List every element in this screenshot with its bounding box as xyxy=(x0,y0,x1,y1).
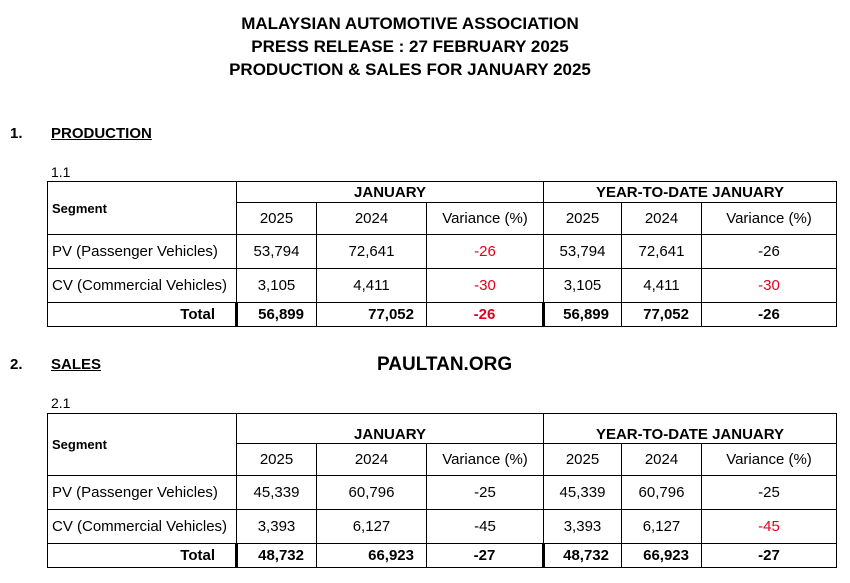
section-title-sales: SALES xyxy=(51,356,102,373)
total-label: Total xyxy=(48,544,237,568)
total-variance: -27 xyxy=(702,544,837,568)
cell-variance: -45 xyxy=(427,510,544,544)
total-value: 56,899 xyxy=(237,303,317,327)
row-segment: CV (Commercial Vehicles) xyxy=(48,510,237,544)
cell-variance: -25 xyxy=(427,476,544,510)
col-header-2024: 2024 xyxy=(317,203,427,235)
table-row xyxy=(48,476,837,510)
cell-variance: -25 xyxy=(702,476,837,510)
cell-value: 45,339 xyxy=(237,476,317,510)
cell-value: 3,105 xyxy=(237,269,317,303)
col-header-ytd-2025: 2025 xyxy=(544,444,622,476)
col-header-ytd-variance: Variance (%) xyxy=(702,444,837,476)
subsection-label-sales: 2.1 xyxy=(51,395,71,411)
table-group-header-row xyxy=(48,182,837,203)
cell-variance: -30 xyxy=(427,269,544,303)
table-total-row xyxy=(48,544,837,568)
row-segment: PV (Passenger Vehicles) xyxy=(48,476,237,510)
table-row xyxy=(48,235,837,269)
cell-value: 53,794 xyxy=(237,235,317,269)
col-header-ytd-2024: 2024 xyxy=(622,203,702,235)
group-header-january: JANUARY xyxy=(237,182,544,203)
row-segment: PV (Passenger Vehicles) xyxy=(48,235,237,269)
document-header xyxy=(0,12,850,81)
section-number-sales: 2. xyxy=(10,356,23,373)
cell-value: 3,393 xyxy=(237,510,317,544)
cell-variance: -26 xyxy=(702,235,837,269)
section-title-production: PRODUCTION xyxy=(51,125,152,142)
total-label: Total xyxy=(48,303,237,327)
cell-value: 60,796 xyxy=(622,476,702,510)
cell-value: 6,127 xyxy=(317,510,427,544)
subsection-label-production: 1.1 xyxy=(51,164,71,180)
cell-value: 3,105 xyxy=(544,269,622,303)
total-value: 77,052 xyxy=(317,303,427,327)
col-header-ytd-2025: 2025 xyxy=(544,203,622,235)
cell-value: 4,411 xyxy=(317,269,427,303)
group-header-ytd: YEAR-TO-DATE JANUARY xyxy=(544,182,837,203)
col-header-variance: Variance (%) xyxy=(427,203,544,235)
cell-value: 60,796 xyxy=(317,476,427,510)
sales-table xyxy=(47,413,837,568)
header-press-release-date: PRESS RELEASE : 27 FEBRUARY 2025 xyxy=(251,37,569,56)
production-table xyxy=(47,181,837,327)
cell-value: 45,339 xyxy=(544,476,622,510)
watermark: PAULTAN.ORG xyxy=(377,354,513,375)
segment-header: Segment xyxy=(48,182,237,235)
section-number-production: 1. xyxy=(10,125,23,142)
cell-value: 4,411 xyxy=(622,269,702,303)
total-value: 66,923 xyxy=(622,544,702,568)
cell-value: 72,641 xyxy=(622,235,702,269)
header-association: MALAYSIAN AUTOMOTIVE ASSOCIATION xyxy=(241,14,579,33)
cell-variance: -30 xyxy=(702,269,837,303)
total-value: 77,052 xyxy=(622,303,702,327)
total-value: 66,923 xyxy=(317,544,427,568)
group-header-ytd: YEAR-TO-DATE JANUARY xyxy=(544,414,837,444)
table-row xyxy=(48,510,837,544)
table-row xyxy=(48,269,837,303)
group-header-january: JANUARY xyxy=(237,414,544,444)
cell-value: 72,641 xyxy=(317,235,427,269)
total-value: 48,732 xyxy=(237,544,317,568)
total-variance: -27 xyxy=(427,544,544,568)
table-total-row xyxy=(48,303,837,327)
header-report-title: PRODUCTION & SALES FOR JANUARY 2025 xyxy=(229,60,591,79)
col-header-2025: 2025 xyxy=(237,203,317,235)
col-header-ytd-2024: 2024 xyxy=(622,444,702,476)
col-header-ytd-variance: Variance (%) xyxy=(702,203,837,235)
total-value: 48,732 xyxy=(544,544,622,568)
cell-value: 53,794 xyxy=(544,235,622,269)
col-header-2025: 2025 xyxy=(237,444,317,476)
col-header-2024: 2024 xyxy=(317,444,427,476)
total-value: 56,899 xyxy=(544,303,622,327)
table-group-header-row xyxy=(48,414,837,444)
col-header-variance: Variance (%) xyxy=(427,444,544,476)
total-variance: -26 xyxy=(702,303,837,327)
cell-variance: -26 xyxy=(427,235,544,269)
cell-value: 6,127 xyxy=(622,510,702,544)
cell-value: 3,393 xyxy=(544,510,622,544)
row-segment: CV (Commercial Vehicles) xyxy=(48,269,237,303)
total-variance: -26 xyxy=(427,303,544,327)
cell-variance: -45 xyxy=(702,510,837,544)
segment-header: Segment xyxy=(48,414,237,476)
